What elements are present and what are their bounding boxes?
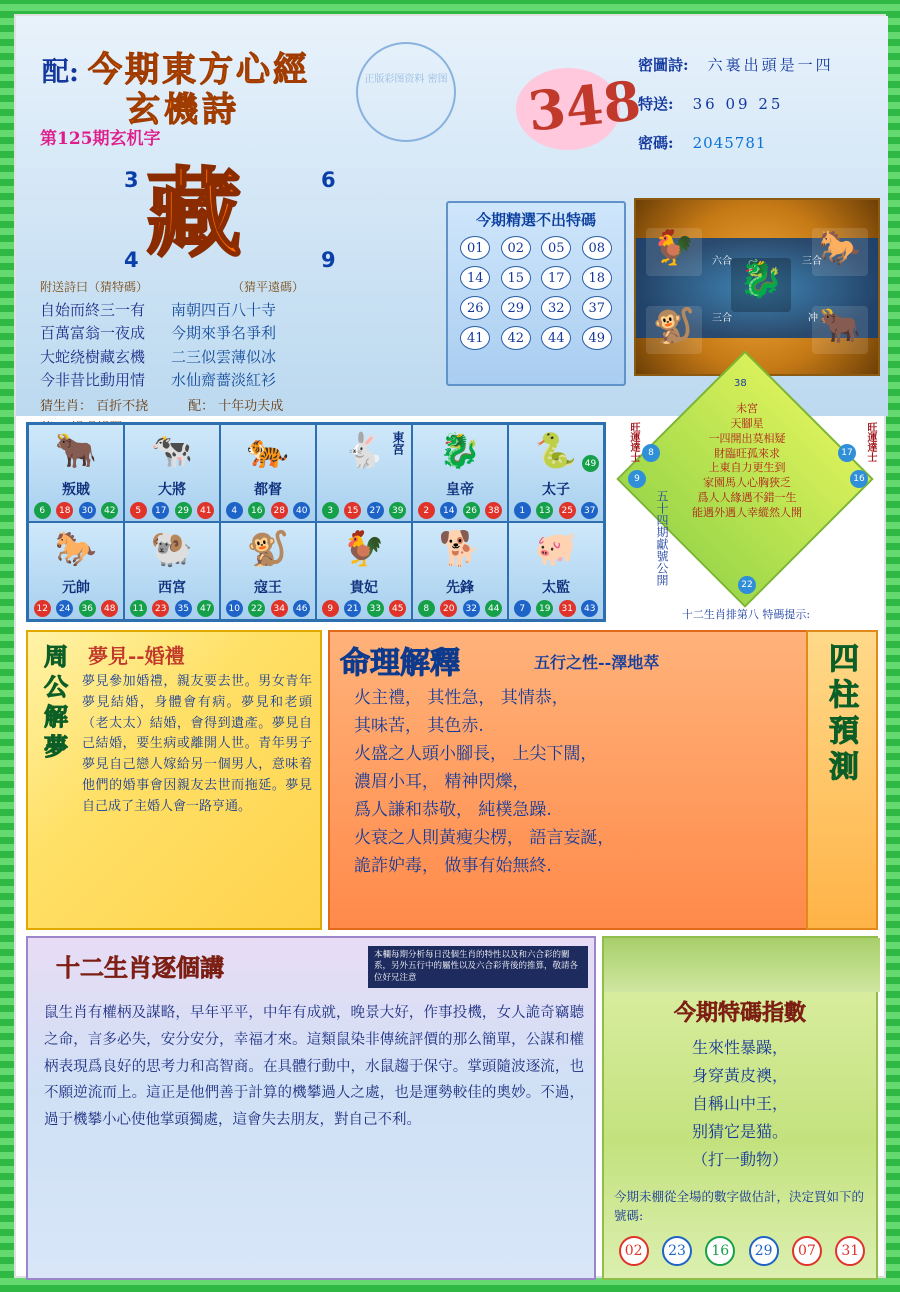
- corner-number-bottom-right: 9: [321, 248, 336, 272]
- number-ball: 17: [541, 266, 571, 290]
- zodiac-number: 3: [322, 502, 339, 519]
- zodiac-number: 48: [101, 600, 118, 617]
- rooster-icon: 🐓: [342, 529, 386, 569]
- zodiac-number: 11: [130, 600, 147, 617]
- zodiac-numbers: [317, 600, 411, 617]
- zodiac-number: 37: [581, 502, 598, 519]
- zodiac-name: 元帥: [62, 580, 90, 596]
- monkey-illustration: 🐒: [646, 306, 702, 354]
- zodiac-name: 寇王: [254, 580, 282, 596]
- zodiac-number: 34: [271, 600, 288, 617]
- zodiac-name: 太監: [542, 580, 570, 596]
- zodiac-cell-snake[interactable]: [508, 424, 604, 522]
- riddle-line: 自稱山中王，: [691, 1094, 788, 1113]
- zodiac-number: 36: [79, 600, 96, 617]
- number-ball: 15: [501, 266, 531, 290]
- zodiac-number: 2: [418, 502, 435, 519]
- rabbit-icon: 🐇: [342, 431, 386, 471]
- featured-character: 藏: [146, 157, 242, 270]
- zodiac-number: 15: [344, 502, 361, 519]
- zodiac-name: 叛賊: [62, 482, 90, 498]
- mitushi-row: [638, 54, 878, 75]
- zodiac-number: 24: [56, 600, 73, 617]
- poster-sheet: [14, 14, 886, 1278]
- diamond-panel: [612, 378, 880, 626]
- zodiac-cell-goat[interactable]: [124, 522, 220, 620]
- handwritten-number: 348: [524, 68, 644, 144]
- index-ball: 31: [835, 1236, 865, 1266]
- zodiac-number: 26: [463, 502, 480, 519]
- mingli-line: 詭詐妒毒， 做事有始無終.: [354, 856, 552, 877]
- corner-number-top-right: 6: [321, 168, 336, 192]
- header-section: [16, 16, 888, 416]
- zodiac-number: 25: [559, 502, 576, 519]
- zodiac-numbers: [509, 502, 603, 519]
- selected-numbers-panel: [446, 201, 626, 386]
- number-ball: 01: [460, 236, 490, 260]
- mingli-subtitle: 五行之性--澤地萃: [534, 653, 660, 672]
- zodiac-number: 13: [536, 502, 553, 519]
- zodiac-number: 23: [152, 600, 169, 617]
- zodiac-article-body: 鼠生肖有權柄及謀略，早年平平，中年有成就，晚景大好，作事投機，女人詭奇竊聽之命，言多必失，安分安分，幸福才來。這類鼠染非傳統評價的那么簡單，公謀和權柄表現爲良好的思考力和高智商。在具體行動中，水鼠趨于保守。掌頭隨波逐流，也不願逆流而上。這正是他們善于計算的機攀過人之處，也是運勢較佳的奧妙。不過，過于機攀小心使他掌頭獨處，這會失去朋友，對自己不利。: [44, 1005, 584, 1129]
- index-riddle: [604, 1034, 876, 1174]
- poem-line: 今非昔比動用情: [40, 370, 146, 389]
- sizhu-panel: [806, 630, 878, 930]
- poem-line: 南朝四百八十寺: [171, 301, 277, 319]
- dream-side-title: 周 公 解 夢: [44, 642, 68, 761]
- zodiac-number: 46: [293, 600, 310, 617]
- selected-numbers-grid: [448, 234, 624, 352]
- zodiac-tag: 東宮: [391, 431, 405, 455]
- poem-guess-zodiac: 猜生肖： 百折不挠: [40, 399, 149, 414]
- riddle-line: （打一動物）: [691, 1150, 788, 1169]
- zodiac-cell-ox[interactable]: [28, 424, 124, 522]
- number-ball: 37: [582, 296, 612, 320]
- zodiac-numbers: [29, 600, 123, 617]
- zodiac-number: 28: [271, 502, 288, 519]
- index-ball: 02: [619, 1236, 649, 1266]
- zodiac-number: 10: [226, 600, 243, 617]
- poem-line: 二三似雲薄似冰: [171, 347, 277, 366]
- zodiac-number: 35: [175, 600, 192, 617]
- mingli-body: [354, 684, 794, 880]
- zodiac-number: 32: [463, 600, 480, 617]
- dragon-icon: 🐉: [438, 431, 482, 471]
- zodiac-number: 30: [79, 502, 96, 519]
- zodiac-cell-monkey[interactable]: [220, 522, 316, 620]
- diamond-ball: 22: [738, 576, 756, 594]
- pig-icon: 🐖: [534, 529, 578, 569]
- zodiac-number: 17: [152, 502, 169, 519]
- number-ball: 18: [582, 266, 612, 290]
- corner-number-top-left: 3: [124, 168, 139, 192]
- index-title: 今期特碼指數: [673, 1000, 806, 1026]
- number-ball: 42: [501, 326, 531, 350]
- diamond-vertical-left: 五十四期獻號公開: [655, 490, 669, 586]
- zodiac-cell-dragon[interactable]: [412, 424, 508, 522]
- zodiac-cell-horse[interactable]: [28, 522, 124, 620]
- riddle-line: 生來性暴躁，: [691, 1038, 788, 1057]
- zodiac-number: 12: [34, 600, 51, 617]
- zodiac-name: 皇帝: [446, 482, 474, 498]
- zodiac-cell-tiger[interactable]: [220, 424, 316, 522]
- horse-illustration: 🐎: [812, 228, 868, 276]
- zodiac-cell-cow[interactable]: [124, 424, 220, 522]
- mingli-title: 命理解釋: [340, 646, 460, 681]
- poem-line: 大蛇绕樹藏玄機: [40, 347, 146, 366]
- index-ball: 16: [705, 1236, 735, 1266]
- zodiac-numbers: [221, 600, 315, 617]
- watermark-stamp: 正版彩图资料 密图: [356, 42, 456, 142]
- zodiac-number: 42: [101, 502, 118, 519]
- mingli-line: 其味苦， 其色赤.: [354, 716, 484, 737]
- poem-headings: [40, 278, 430, 295]
- zodiac-number: 5: [130, 502, 147, 519]
- diamond-ball: 17: [838, 444, 856, 462]
- zodiac-name: 先鋒: [446, 580, 474, 596]
- diamond-ball: 8: [642, 444, 660, 462]
- grass-decoration: [604, 938, 880, 992]
- poem-head-right: （猜平遠碼）: [232, 280, 305, 294]
- mima-label: 密碼:: [638, 134, 674, 152]
- zodiac-number: 47: [197, 600, 214, 617]
- index-ball: 23: [662, 1236, 692, 1266]
- chong-label: 冲: [808, 313, 818, 324]
- mima-row: [638, 132, 878, 153]
- animal-illustration-box: [634, 198, 880, 376]
- zodiac-cell-pig[interactable]: [508, 522, 604, 620]
- zodiac-name: 太子: [542, 482, 570, 498]
- zodiac-name: 都督: [254, 482, 282, 498]
- poem-pei: 配： 十年功夫成: [188, 399, 284, 414]
- zodiac-number: 1: [514, 502, 531, 519]
- liuhe-label: 六合: [712, 256, 732, 267]
- poem-column-b: [171, 299, 276, 392]
- sanhe-label-2: 三合: [712, 313, 732, 324]
- mitushi-label: 密圖詩:: [638, 56, 689, 74]
- zodiac-numbers: [29, 502, 123, 519]
- zodiac-numbers: [317, 502, 411, 519]
- zodiac-article-title: 十二生肖逐個講: [56, 953, 224, 982]
- zodiac-article-panel: [26, 936, 596, 1280]
- dream-body: 夢見參加婚禮，親友要去世。男女青年夢見結婚，身體會有病。夢見和老頭（老太太）結婚，會得到遺產。夢見自己結婚，要生病或離開人世。青年男子夢見自己戀人嫁給另一個男人，意味着他們的婚事會因親友去世而拖延。夢見自己成了主婚人會一路亨通。: [82, 674, 312, 814]
- dream-panel: [26, 630, 322, 930]
- index-ball: 07: [792, 1236, 822, 1266]
- riddle-line: 别猜它是猫。: [691, 1122, 788, 1141]
- monkey-icon: 🐒: [246, 529, 290, 569]
- zodiac-name: 大將: [158, 482, 186, 498]
- index-panel: [602, 936, 878, 1280]
- zodiac-number: 18: [56, 502, 73, 519]
- zodiac-number: 40: [293, 502, 310, 519]
- zodiac-number: 16: [248, 502, 265, 519]
- sizhu-title: 四 柱 預 測: [829, 642, 859, 785]
- zodiac-number: 38: [485, 502, 502, 519]
- header-meta: [638, 54, 878, 171]
- mingli-line: 爲人謙和恭敬， 純樸急躁.: [354, 800, 552, 821]
- diamond-ball: 9: [628, 470, 646, 488]
- poem-line: 自始而終三一有: [40, 301, 146, 319]
- goat-icon: 🐏: [150, 529, 194, 569]
- ox-icon: 🐂: [54, 431, 98, 471]
- mima-value: 2045781: [692, 134, 767, 152]
- poem-line: 水仙齋薔淡紅衫: [171, 370, 277, 389]
- index-footer-text: 今期未棚從全場的數字做估計，決定買如下的號碼:: [614, 1189, 865, 1223]
- number-ball: 49: [582, 326, 612, 350]
- zodiac-number: 39: [389, 502, 406, 519]
- zodiac-numbers: [125, 600, 219, 617]
- index-ball: 29: [749, 1236, 779, 1266]
- rooster-illustration: 🐓: [646, 228, 702, 276]
- dragon-illustration: 🐉: [731, 258, 791, 312]
- zodiac-number: 4: [226, 502, 243, 519]
- zodiac-number: 44: [485, 600, 502, 617]
- dream-title: 夢見--婚禮: [88, 644, 185, 668]
- number-ball: 26: [460, 296, 490, 320]
- zodiac-number: 29: [175, 502, 192, 519]
- zodiac-name: 貴妃: [350, 580, 378, 596]
- snake-icon: 🐍: [534, 431, 578, 471]
- mingli-line: 火盛之人頭小腳長， 上尖下闊，: [354, 744, 598, 765]
- zodiac-numbers: [413, 600, 507, 617]
- zodiac-numbers: [413, 502, 507, 519]
- diamond-ball: 16: [850, 470, 868, 488]
- zodiac-article-note: 本欄每期分析每日没個生肖的特性以及和六合彩的關系，另外五行中的屬性以及六合彩背後的推算，敬請各位好兄注意: [368, 946, 588, 988]
- issue-label: 第125期玄机字: [40, 129, 161, 149]
- number-ball: 05: [541, 236, 571, 260]
- zodiac-number-table: [26, 422, 606, 622]
- poem-line: 百萬富翁一夜成: [40, 324, 146, 343]
- zodiac-name: 西宮: [158, 580, 186, 596]
- zodiac-number: 20: [440, 600, 457, 617]
- ox-illustration: 🐂: [812, 306, 868, 354]
- diamond-top-number: 38: [734, 378, 747, 389]
- zodiac-number: 27: [367, 502, 384, 519]
- poem-line: 今期來爭名爭利: [171, 324, 277, 343]
- selected-numbers-title: 今期精選不出特碼: [475, 211, 596, 229]
- highlight-badge: 49: [582, 455, 599, 472]
- sanhe-label-1: 三合: [802, 256, 822, 267]
- zodiac-cell-dog[interactable]: [412, 522, 508, 620]
- mingli-panel: [328, 630, 808, 930]
- diamond-text: 未宮 天腳星 一四開出莫相疑 財臨旺孤來求 上東自力更生到 家園馬人心胸狹乏 爲人人緣遇不錯一生 能遇外遇人幸縱然人開: [692, 402, 802, 519]
- page-subtitle: 玄機詩: [126, 90, 240, 130]
- horse-icon: 🐎: [54, 529, 98, 569]
- poem-columns: [40, 299, 430, 392]
- diamond-bottom-label: 十二生肖排第八 特碼提示:: [681, 608, 811, 621]
- number-ball: 29: [501, 296, 531, 320]
- zodiac-number: 45: [389, 600, 406, 617]
- dog-icon: 🐕: [438, 529, 482, 569]
- corner-number-bottom-left: 4: [124, 248, 139, 272]
- zodiac-number: 14: [440, 502, 457, 519]
- mingli-line: 火衰之人則黃瘦尖楞， 語言妄誕，: [354, 828, 615, 849]
- zodiac-number: 6: [34, 502, 51, 519]
- zodiac-number: 7: [514, 600, 531, 617]
- zodiac-cell-rooster[interactable]: [316, 522, 412, 620]
- mitushi-value: 六裏出頭是一四: [707, 56, 834, 74]
- poem-head-left: 附送詩曰（猜特碼）: [40, 280, 149, 294]
- zodiac-number: 21: [344, 600, 361, 617]
- zodiac-number: 31: [559, 600, 576, 617]
- zodiac-numbers: [125, 502, 219, 519]
- tesong-label: 特送:: [638, 95, 674, 113]
- mingli-line: 濃眉小耳， 精神閃爍，: [354, 772, 530, 793]
- tesong-row: [638, 93, 878, 114]
- zodiac-number: 43: [581, 600, 598, 617]
- zodiac-number: 8: [418, 600, 435, 617]
- number-ball: 44: [541, 326, 571, 350]
- number-ball: 32: [541, 296, 571, 320]
- tesong-value: 36 09 25: [692, 95, 784, 113]
- poem-column-a: [40, 299, 145, 392]
- cow-icon: 🐄: [150, 431, 194, 471]
- tiger-icon: 🐅: [246, 431, 290, 471]
- riddle-line: 身穿黃皮襖，: [691, 1066, 788, 1085]
- number-ball: 02: [501, 236, 531, 260]
- zodiac-number: 19: [536, 600, 553, 617]
- zodiac-numbers: [509, 600, 603, 617]
- index-number-balls: [612, 1236, 872, 1266]
- zodiac-number: 22: [248, 600, 265, 617]
- zodiac-number: 9: [322, 600, 339, 617]
- number-ball: 14: [460, 266, 490, 290]
- zodiac-number: 33: [367, 600, 384, 617]
- page-title: 今期東方心經: [88, 50, 310, 90]
- number-ball: 08: [582, 236, 612, 260]
- diamond-left-label: 旺運達士: [628, 422, 639, 462]
- zodiac-cell-rabbit[interactable]: [316, 424, 412, 522]
- zodiac-numbers: [221, 502, 315, 519]
- diamond-right-label: 旺運達士: [865, 422, 876, 462]
- pei-label: 配:: [42, 57, 79, 88]
- number-ball: 41: [460, 326, 490, 350]
- zodiac-number: 41: [197, 502, 214, 519]
- poem-section: [40, 278, 430, 440]
- mingli-line: 火主禮， 其性急， 其情恭，: [354, 688, 569, 708]
